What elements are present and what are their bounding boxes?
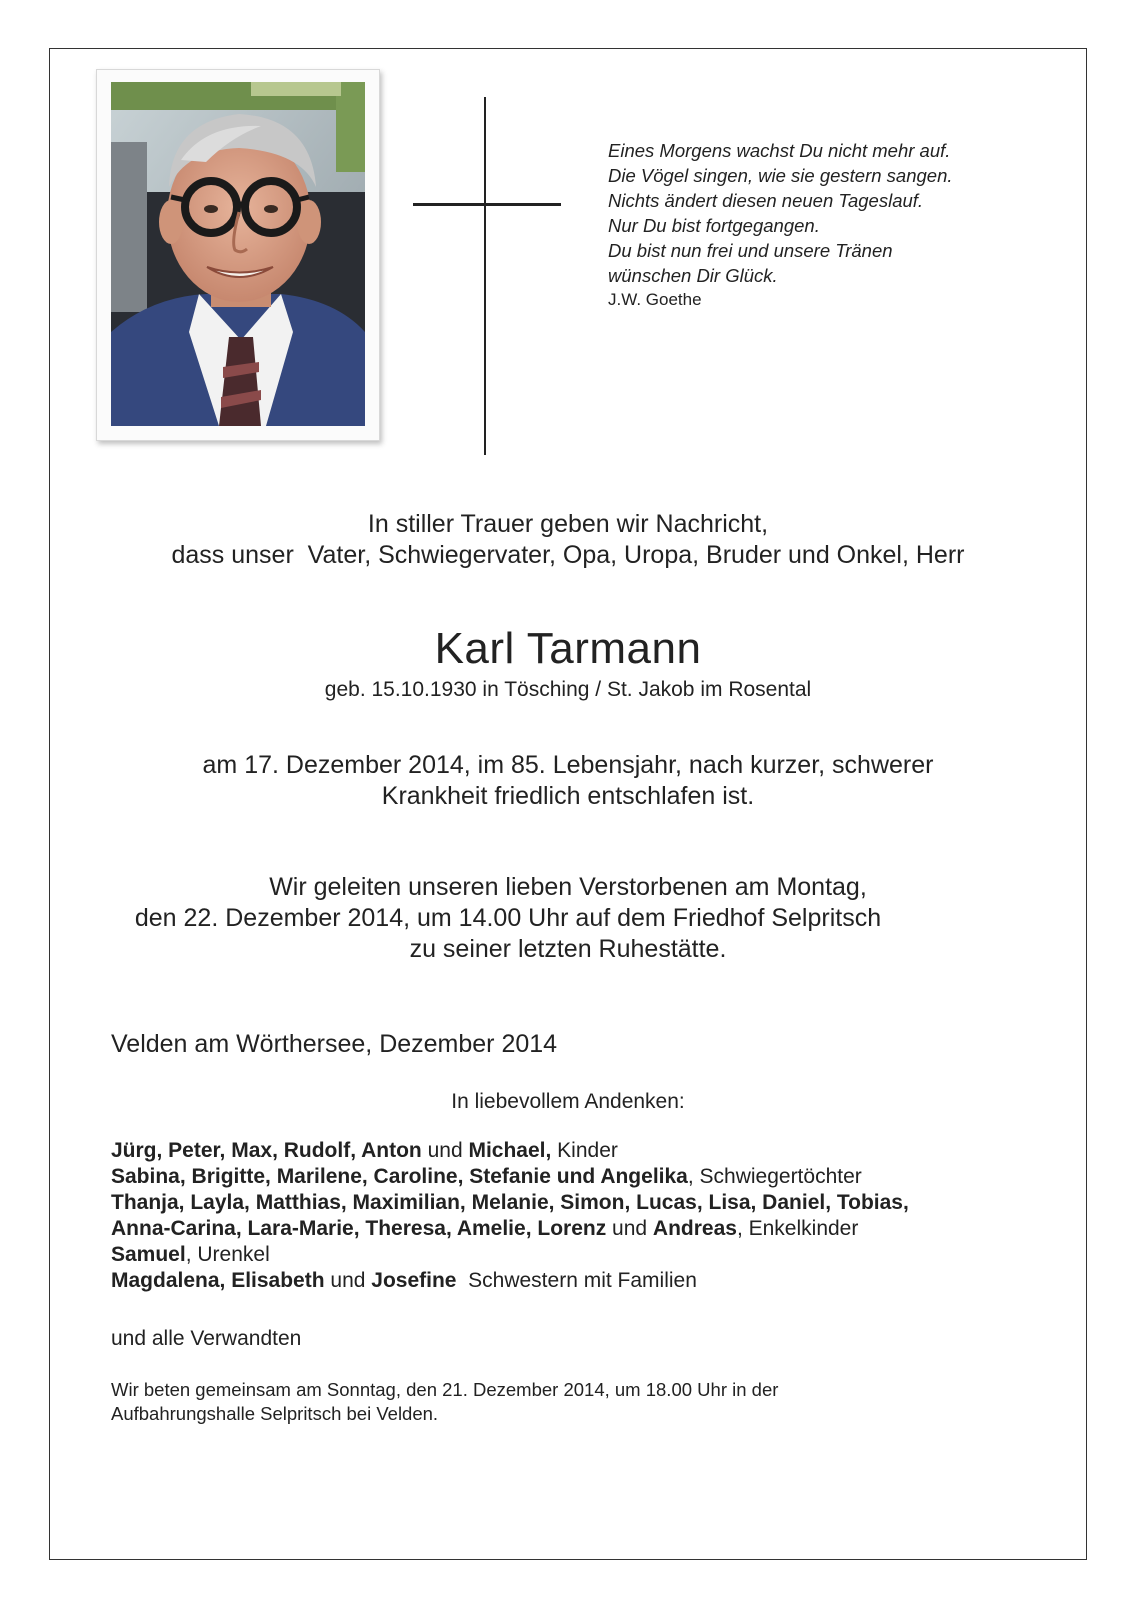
funeral-info (49, 872, 1087, 965)
death-line: am 17. Dezember 2014, im 85. Lebensjahr, nach kurzer, schwerer (202, 751, 934, 779)
poem-line: wünschen Dir Glück. (608, 265, 778, 286)
conjunction: und (606, 1217, 653, 1240)
grandchildren-names-cont: Anna-Carina, Lara-Marie, Theresa, Amelie, Lorenz (111, 1217, 607, 1240)
daughters-in-law-names: Sabina, Brigitte, Marilene, Caroline, Stefanie und Angelika (111, 1165, 688, 1188)
poem-line: Nur Du bist fortgegangen. (608, 215, 820, 236)
birth-info: geb. 15.10.1930 in Tösching / St. Jakob im Rosental (324, 678, 812, 701)
portrait-image (111, 82, 365, 426)
relatives-line: und alle Verwandten (111, 1327, 302, 1350)
prayer-line: Aufbahrungshalle Selpritsch bei Velden. (111, 1403, 439, 1424)
great-grandchildren-names: Samuel (111, 1243, 186, 1266)
family-row-daughters-in-law (111, 1164, 909, 1190)
family-list (111, 1138, 909, 1294)
grandchildren-last-name: Andreas (652, 1217, 737, 1240)
role-label: , Schwiegertöchter (687, 1165, 862, 1188)
cross-icon (484, 97, 486, 455)
conjunction: und (421, 1139, 469, 1162)
family-row-sisters (111, 1268, 909, 1294)
grandchildren-names: Thanja, Layla, Matthias, Maximilian, Melanie, Simon, Lucas, Lisa, Daniel, Tobias, (111, 1191, 909, 1214)
poem-line: Du bist nun frei und unsere Tränen (608, 240, 893, 261)
funeral-line: zu seiner letzten Ruhestätte. (409, 935, 727, 963)
children-last-name: Michael, (468, 1139, 552, 1162)
role-label: , Enkelkinder (736, 1217, 859, 1240)
poem-line: Die Vögel singen, wie sie gestern sangen. (608, 165, 953, 186)
deceased-name: Karl Tarmann (434, 624, 702, 673)
in-memory-heading: In liebevollem Andenken: (451, 1090, 685, 1113)
cross-icon-beam (413, 203, 561, 206)
family-row-children (111, 1138, 909, 1164)
children-names: Jürg, Peter, Max, Rudolf, Anton (111, 1139, 422, 1162)
death-info (49, 750, 1087, 812)
role-label: Schwestern mit Familien (456, 1269, 697, 1292)
conjunction: und (324, 1269, 372, 1292)
family-row-great-grandchildren (111, 1242, 909, 1268)
intro-line: In stiller Trauer geben wir Nachricht, (367, 510, 769, 538)
family-row-grandchildren-cont (111, 1216, 909, 1242)
sisters-names: Magdalena, Elisabeth (111, 1269, 325, 1292)
announcement-intro (49, 509, 1087, 571)
portrait-photo (96, 69, 380, 441)
prayer-info (111, 1378, 778, 1426)
poem (608, 138, 953, 312)
role-label: , Urenkel (185, 1243, 270, 1266)
poem-line: Eines Morgens wachst Du nicht mehr auf. (608, 140, 951, 161)
place-date: Velden am Wörthersee, Dezember 2014 (111, 1030, 558, 1058)
prayer-line: Wir beten gemeinsam am Sonntag, den 21. Dezember 2014, um 18.00 Uhr in der (111, 1379, 779, 1400)
role-label: Kinder (551, 1139, 618, 1162)
family-row-grandchildren (111, 1190, 909, 1216)
sisters-last-name: Josefine (371, 1269, 457, 1292)
death-line: Krankheit friedlich entschlafen ist. (381, 782, 755, 810)
poem-line: Nichts ändert diesen neuen Tageslauf. (608, 190, 924, 211)
intro-line: dass unser Vater, Schwiegervater, Opa, Uropa, Bruder und Onkel, Herr (171, 541, 965, 569)
poem-author: J.W. Goethe (608, 290, 702, 309)
funeral-line: Wir geleiten unseren lieben Verstorbenen am Montag, (269, 873, 867, 901)
funeral-line: den 22. Dezember 2014, um 14.00 Uhr auf dem Friedhof Selpritsch (134, 904, 882, 932)
